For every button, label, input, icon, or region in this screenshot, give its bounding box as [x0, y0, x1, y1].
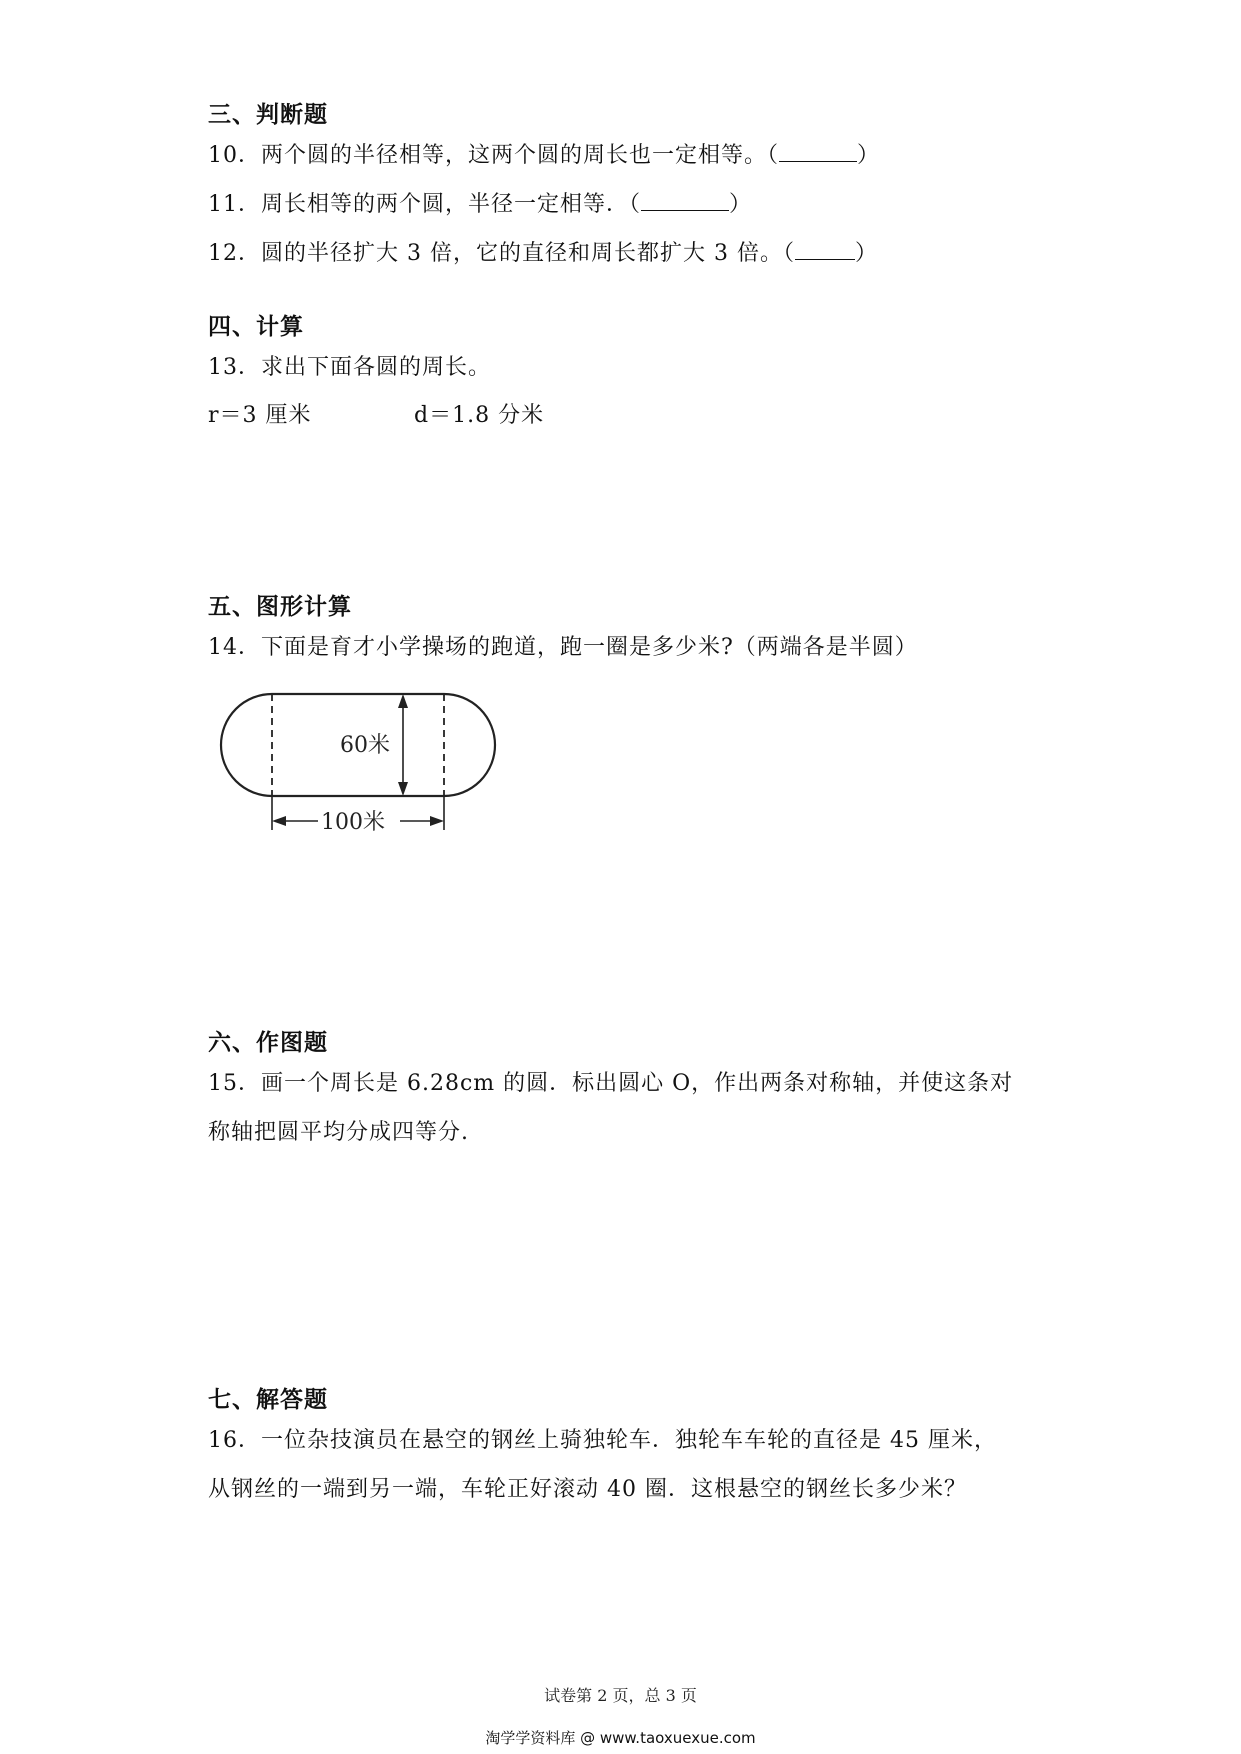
radius-given: r＝3 厘米 [208, 403, 312, 428]
question-15-line-1: 15．画一个周长是 6.28cm 的圆．标出圆心 O，作出两条对称轴，并使这条对 [208, 1071, 1014, 1096]
question-10-close: ） [857, 143, 881, 168]
section-heading-judgement: 三、判断题 [208, 102, 328, 128]
question-11-close: ） [729, 192, 753, 217]
question-14: 14．下面是育才小学操场的跑道，跑一圈是多少米?（两端各是半圆） [208, 635, 918, 660]
diameter-given: d＝1.8 分米 [414, 403, 545, 428]
section-heading-calculation: 四、计算 [208, 314, 304, 340]
question-16-line-1: 16．一位杂技演员在悬空的钢丝上骑独轮车．独轮车车轮的直径是 45 厘米， [208, 1428, 997, 1453]
height-label: 60米 [340, 733, 390, 758]
length-label: 100米 [321, 810, 385, 835]
question-12-close: ） [854, 241, 878, 266]
question-12-text: 12．圆的半径扩大 3 倍，它的直径和周长都扩大 3 倍。（ [208, 241, 795, 266]
question-11-text: 11．周长相等的两个圆，半径一定相等．（ [208, 192, 641, 217]
running-track-figure [200, 680, 530, 840]
footer-site-label: 淘学学资料库 @ www.taoxuexue.com [485, 1729, 756, 1747]
height-arrow-bottom-head [398, 782, 408, 796]
question-11 [208, 187, 752, 218]
page-number-info: 试卷第 2 页，总 3 页 [544, 1686, 697, 1705]
question-12 [208, 236, 878, 267]
answer-blank-10[interactable] [779, 143, 857, 162]
question-16-line-2: 从钢丝的一端到另一端，车轮正好滚动 40 圈．这根悬空的钢丝长多少米？ [208, 1477, 967, 1502]
section-heading-answer: 七、解答题 [208, 1387, 328, 1413]
question-13: 13．求出下面各圆的周长。 [208, 355, 491, 380]
answer-blank-11[interactable] [641, 192, 729, 211]
length-arrow-right-head [430, 816, 444, 826]
section-heading-figure-calculation: 五、图形计算 [208, 594, 352, 620]
section-heading-drawing: 六、作图题 [208, 1030, 328, 1056]
height-arrow-top-head [398, 694, 408, 708]
length-arrow-left-head [272, 816, 286, 826]
question-15-line-2: 称轴把圆平均分成四等分. [208, 1120, 469, 1145]
question-10-text: 10．两个圆的半径相等，这两个圆的周长也一定相等。（ [208, 143, 779, 168]
question-10 [208, 138, 880, 169]
answer-blank-12[interactable] [795, 241, 855, 260]
